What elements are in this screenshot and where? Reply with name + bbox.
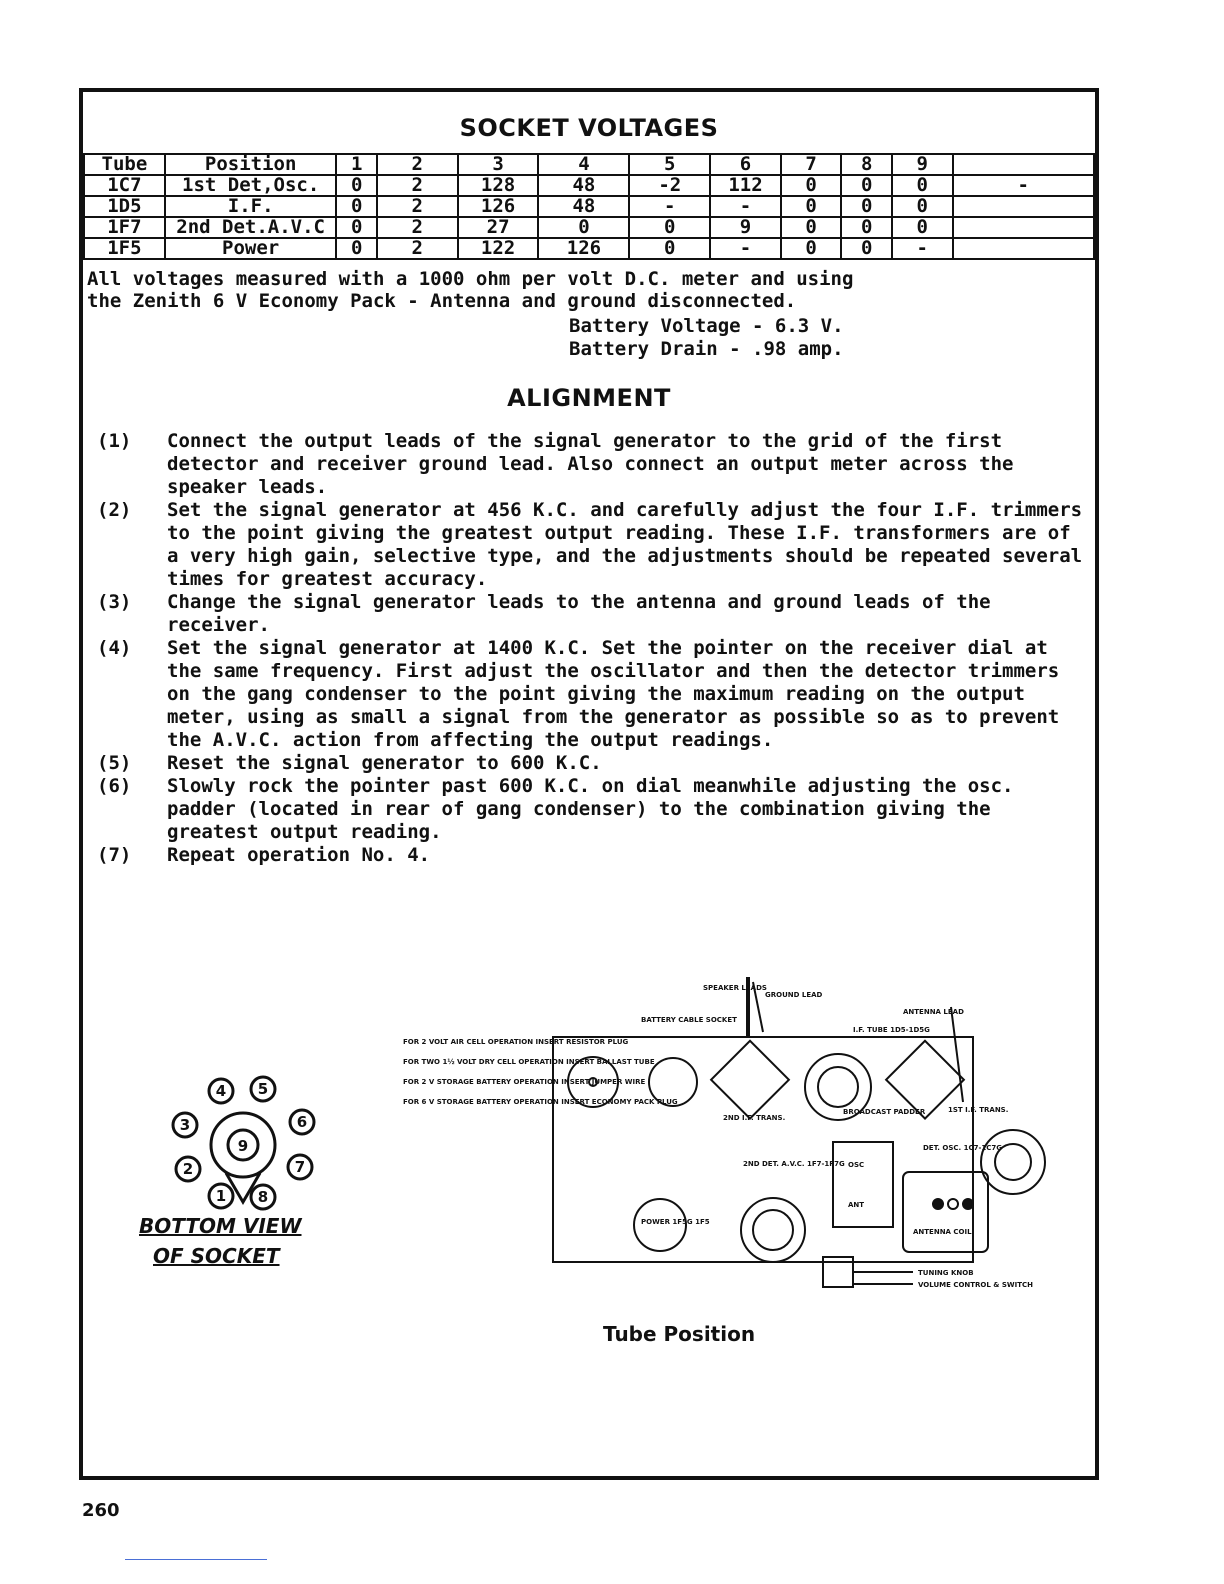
- label-plug-1half: FOR TWO 1½ VOLT DRY CELL OPERATION INSERT BALLAST TUBE: [403, 1058, 655, 1066]
- svg-text:6: 6: [296, 1113, 308, 1131]
- header-cell: [953, 154, 1094, 175]
- svg-text:2: 2: [182, 1160, 194, 1178]
- alignment-step: [97, 844, 1087, 867]
- step-number: (6): [97, 775, 132, 797]
- label-osc: OSC: [848, 1161, 865, 1169]
- header-cell: 2: [377, 154, 458, 175]
- table-cell: 0: [781, 217, 842, 238]
- table-cell: 1D5: [84, 196, 165, 217]
- label-broadcast-padder: BROADCAST PADDER: [843, 1108, 926, 1116]
- table-row: [84, 196, 1094, 217]
- alignment-step: [97, 499, 1087, 591]
- step-number: (3): [97, 591, 132, 613]
- step-number: (2): [97, 499, 132, 521]
- pin-8: [251, 1185, 275, 1209]
- table-cell: 112: [710, 175, 781, 196]
- table-cell: -: [629, 196, 710, 217]
- alignment-title: ALIGNMENT: [507, 384, 671, 412]
- header-cell: 7: [781, 154, 842, 175]
- table-cell: 27: [458, 217, 539, 238]
- voltage-note-line1: All voltages measured with a 1000 ohm per volt D.C. meter and using: [87, 268, 854, 290]
- table-cell: [953, 217, 1094, 238]
- table-cell: -: [710, 238, 781, 259]
- label-ground-lead: GROUND LEAD: [765, 991, 823, 999]
- svg-text:7: 7: [294, 1158, 306, 1176]
- step-text: Reset the signal generator to 600 K.C.: [167, 752, 602, 774]
- step-number: (4): [97, 637, 132, 659]
- label-det-osc: DET. OSC. 1C7-1C7G: [923, 1144, 1003, 1152]
- table-cell: 1F7: [84, 217, 165, 238]
- alignment-step: [97, 752, 1087, 775]
- table-row: [84, 217, 1094, 238]
- table-cell: 0: [336, 238, 376, 259]
- socket-voltages-title: SOCKET VOLTAGES: [459, 114, 719, 142]
- pin-7: [288, 1155, 312, 1179]
- label-speaker-leads: SPEAKER LEADS: [703, 984, 767, 992]
- table-cell: 128: [458, 175, 539, 196]
- label-power: POWER 1F5G 1F5: [641, 1218, 710, 1226]
- second-if-transformer: [711, 1041, 789, 1119]
- pin-2: [176, 1157, 200, 1181]
- header-cell: Position: [165, 154, 337, 175]
- label-first-if-trans: 1ST I.F. TRANS.: [948, 1106, 1009, 1114]
- svg-text:5: 5: [257, 1080, 269, 1098]
- table-cell: 2: [377, 217, 458, 238]
- table-cell: 48: [538, 175, 629, 196]
- step-number: (5): [97, 752, 132, 774]
- table-cell: 122: [458, 238, 539, 259]
- pin-5: [251, 1077, 275, 1101]
- battery-voltage: Battery Voltage - 6.3 V.: [569, 315, 844, 337]
- table-cell: 0: [538, 217, 629, 238]
- alignment-steps: [97, 430, 1087, 867]
- table-cell: 0: [892, 196, 953, 217]
- pin-1: [209, 1184, 233, 1208]
- page-frame: [79, 88, 1099, 1480]
- step-text: Set the signal generator at 1400 K.C. Set the pointer on the receiver dial at the same frequency. First adjust the oscillator and then the detector trimmers on the gang condenser to the point giving the maximum reading on the output meter, using as small a signal from the generator as possible so as to prevent the A.V.C. action from affecting the output readings.: [167, 637, 1060, 751]
- label-antenna-lead: ANTENNA LEAD: [903, 1008, 964, 1016]
- table-cell: 2: [377, 175, 458, 196]
- pin-9: [228, 1130, 258, 1160]
- step-text: Repeat operation No. 4.: [167, 844, 431, 866]
- label-second-if-trans: 2ND I.F. TRANS.: [723, 1114, 786, 1122]
- label-if-tube: I.F. TUBE 1D5-1D5G: [853, 1026, 930, 1034]
- svg-text:1: 1: [215, 1187, 227, 1205]
- table-cell: 0: [336, 217, 376, 238]
- table-cell: Power: [165, 238, 337, 259]
- header-cell: 4: [538, 154, 629, 175]
- table-cell: 0: [629, 217, 710, 238]
- second-det-avc-tube: [741, 1198, 805, 1262]
- table-row: [84, 238, 1094, 259]
- label-plug-2volt: FOR 2 VOLT AIR CELL OPERATION INSERT RESISTOR PLUG: [403, 1038, 629, 1046]
- page-number: 260: [82, 1500, 120, 1521]
- table-cell: 126: [538, 238, 629, 259]
- svg-text:4: 4: [215, 1082, 227, 1100]
- svg-text:9: 9: [237, 1137, 249, 1155]
- label-antenna-coil: ANTENNA COIL: [913, 1228, 972, 1236]
- table-cell: 0: [841, 175, 892, 196]
- header-cell: 5: [629, 154, 710, 175]
- tube-position-diagram: [403, 972, 1053, 1302]
- table-cell: 1st Det,Osc.: [165, 175, 337, 196]
- battery-drain: Battery Drain - .98 amp.: [569, 338, 844, 360]
- alignment-step: [97, 591, 1087, 637]
- table-cell: 0: [892, 217, 953, 238]
- pin-4: [209, 1079, 233, 1103]
- step-text: Set the signal generator at 456 K.C. and carefully adjust the four I.F. trimmers to the point giving the greatest output reading. These I.F. transformers are of a very high gain, selective type, and the adjustments should be repeated several times for greatest accuracy.: [167, 499, 1083, 590]
- table-cell: 2: [377, 196, 458, 217]
- step-text: Connect the output leads of the signal generator to the grid of the first detector and receiver ground lead. Also connect an output meter across the speaker leads.: [167, 430, 1014, 498]
- header-cell: 3: [458, 154, 539, 175]
- table-cell: -2: [629, 175, 710, 196]
- table-cell: 0: [781, 238, 842, 259]
- table-cell: 9: [710, 217, 781, 238]
- table-cell: 48: [538, 196, 629, 217]
- header-cell: Tube: [84, 154, 165, 175]
- label-volume-control: VOLUME CONTROL & SWITCH: [918, 1281, 1033, 1289]
- table-cell: 0: [336, 175, 376, 196]
- table-row: [84, 175, 1094, 196]
- label-battery-cable-socket: BATTERY CABLE SOCKET: [641, 1016, 737, 1024]
- header-cell: 8: [841, 154, 892, 175]
- socket-caption-line2: OF SOCKET: [153, 1244, 280, 1268]
- table-cell: 0: [841, 238, 892, 259]
- det-osc-tube: [981, 1130, 1045, 1194]
- table-cell: 126: [458, 196, 539, 217]
- socket-voltages-table: [83, 153, 1095, 260]
- table-cell: 0: [629, 238, 710, 259]
- step-text: Change the signal generator leads to the antenna and ground leads of the receiver.: [167, 591, 991, 636]
- table-cell: -: [953, 175, 1094, 196]
- table-cell: 0: [336, 196, 376, 217]
- table-cell: 0: [841, 196, 892, 217]
- table-cell: I.F.: [165, 196, 337, 217]
- socket-caption-line1: BOTTOM VIEW: [139, 1214, 302, 1238]
- table-cell: 0: [892, 175, 953, 196]
- table-cell: -: [892, 238, 953, 259]
- table-cell: 1C7: [84, 175, 165, 196]
- table-cell: 2: [377, 238, 458, 259]
- table-cell: 0: [781, 175, 842, 196]
- label-tuning-knob: TUNING KNOB: [918, 1269, 974, 1277]
- table-cell: -: [710, 196, 781, 217]
- header-cell: 6: [710, 154, 781, 175]
- table-cell: 0: [841, 217, 892, 238]
- step-text: Slowly rock the pointer past 600 K.C. on dial meanwhile adjusting the osc. padder (located in rear of gang condenser) to the combination giving the greatest output reading.: [167, 775, 1014, 843]
- pin-6: [290, 1110, 314, 1134]
- header-cell: 1: [336, 154, 376, 175]
- alignment-step: [97, 775, 1087, 844]
- svg-text:3: 3: [179, 1116, 191, 1134]
- table-cell: 1F5: [84, 238, 165, 259]
- antenna-coil: [903, 1172, 988, 1252]
- table-cell: [953, 238, 1094, 259]
- header-cell: 9: [892, 154, 953, 175]
- table-cell: [953, 196, 1094, 217]
- step-number: (1): [97, 430, 132, 452]
- label-ant: ANT: [848, 1201, 865, 1209]
- table-cell: 2nd Det.A.V.C: [165, 217, 337, 238]
- pin-3: [173, 1113, 197, 1137]
- label-plug-2v-storage: FOR 2 V STORAGE BATTERY OPERATION INSERT JUMPER WIRE: [403, 1078, 646, 1086]
- gang-condenser: [833, 1142, 893, 1227]
- label-plug-6v: FOR 6 V STORAGE BATTERY OPERATION INSERT ECONOMY PACK PLUG: [403, 1098, 678, 1106]
- alignment-step: [97, 430, 1087, 499]
- tube-position-caption: Tube Position: [603, 1322, 756, 1346]
- table-cell: 0: [781, 196, 842, 217]
- alignment-step: [97, 637, 1087, 752]
- voltage-note-line2: the Zenith 6 V Economy Pack - Antenna and ground disconnected.: [87, 290, 797, 312]
- table-header-row: [84, 154, 1094, 175]
- svg-text:8: 8: [257, 1188, 269, 1206]
- label-second-det-avc: 2ND DET. A.V.C. 1F7-1F7G: [743, 1160, 845, 1168]
- footer-rule: [125, 1559, 267, 1560]
- step-number: (7): [97, 844, 132, 866]
